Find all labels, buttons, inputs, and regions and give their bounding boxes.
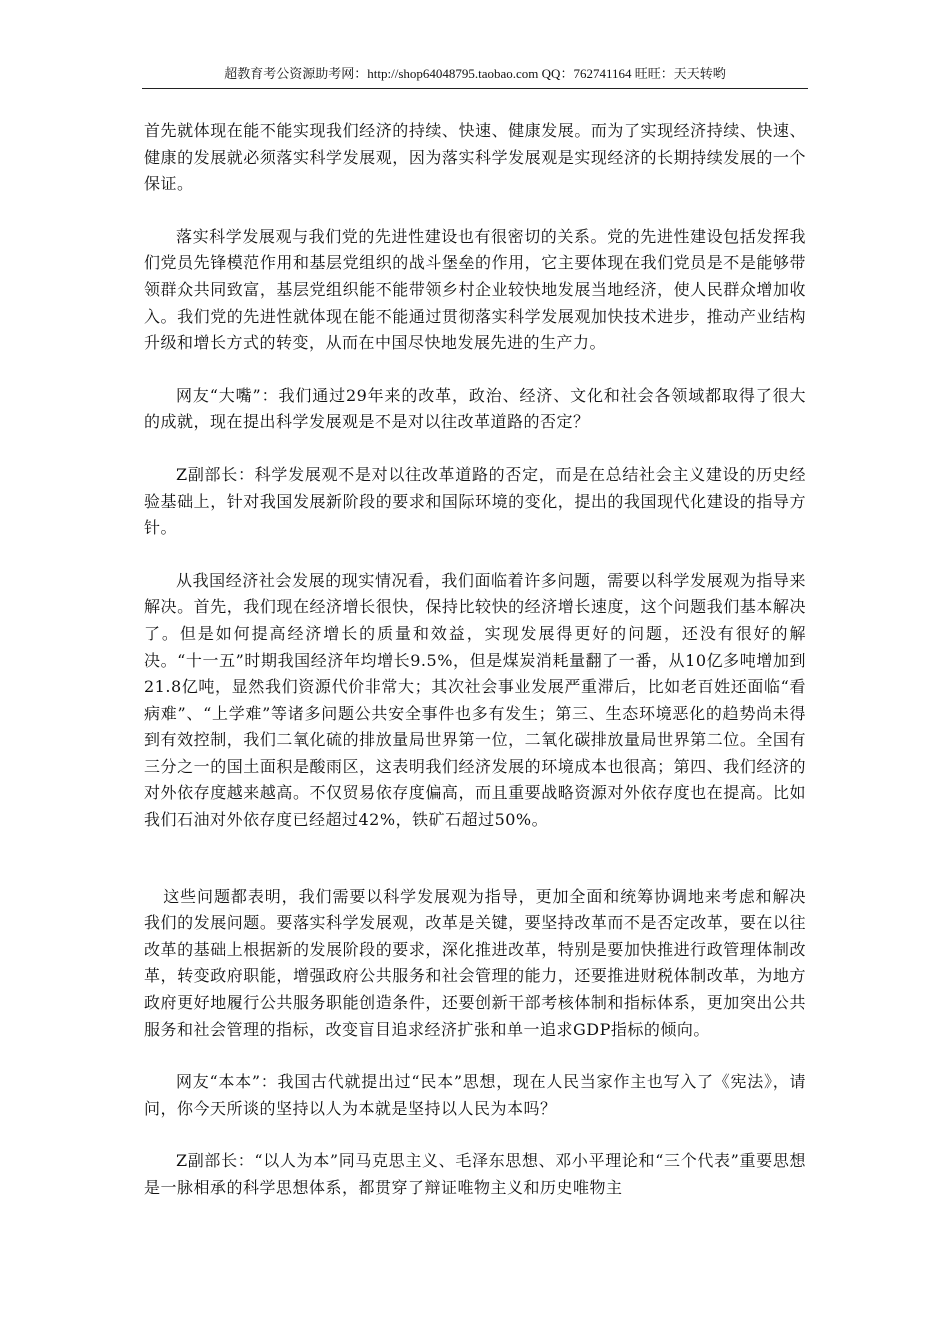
document-body bbox=[144, 118, 806, 1228]
paragraph: 从我国经济社会发展的现实情况看，我们面临着许多问题，需要以科学发展观为指导来解决。首先，我们现在经济增长很快，保持比较快的经济增长速度，这个问题我们基本解决了。但是如何提高经济增长的质量和效益，实现发展得更好的问题，还没有很好的解决。“十一五”时期我国经济年均增长9.5%，但是煤炭消耗量翻了一番，从10亿多吨增加到21.8亿吨，显然我们资源代价非常大；其次社会事业发展严重滞后，比如老百姓还面临“看病难”、“上学难”等诸多问题公共安全事件也多有发生；第三、生态环境恶化的趋势尚未得到有效控制，我们二氧化硫的排放量局世界第一位，二氧化碳排放量局世界第二位。全国有三分之一的国土面积是酸雨区，这表明我们经济发展的环境成本也很高；第四、我们经济的对外依存度越来越高。不仅贸易依存度偏高，而且重要战略资源对外依存度也在提高。比如我们石油对外依存度已经超过42%，铁矿石超过50%。 bbox=[144, 570, 806, 830]
header-divider bbox=[142, 88, 808, 89]
paragraph: Z副部长：“以人为本”同马克思主义、毛泽东思想、邓小平理论和“三个代表”重要思想是一脉相承的科学思想体系，都贯穿了辩证唯物主义和历史唯物主 bbox=[144, 1151, 806, 1197]
paragraph: 首先就体现在能不能实现我们经济的持续、快速、健康发展。而为了实现经济持续、快速、健康的发展就必须落实科学发展观，因为落实科学发展观是实现经济的长期持续发展的一个保证。 bbox=[144, 121, 806, 194]
paragraph: 这些问题都表明，我们需要以科学发展观为指导，更加全面和统筹协调地来考虑和解决我们的发展问题。要落实科学发展观，改革是关键，要坚持改革而不是否定改革，要在以往改革的基础上根据新的发展阶段的要求，深化推进改革，特别是要加快推进行政管理体制改革，转变政府职能，增强政府公共服务和社会管理的能力，还要推进财税体制改革，为地方政府更好地履行公共服务职能创造条件，还要创新干部考核体制和指标体系，更加突出公共服务和社会管理的指标，改变盲目追求经济扩张和单一追求GDP指标的倾向。 bbox=[144, 886, 806, 1039]
page-header: 超教育考公资源助考网：http://shop64048795.taobao.com QQ：762741164 旺旺：天天转哟 bbox=[224, 66, 726, 81]
paragraph: Z副部长：科学发展观不是对以往改革道路的否定，而是在总结社会主义建设的历史经验基础上，针对我国发展新阶段的要求和国际环境的变化，提出的我国现代化建设的指导方针。 bbox=[144, 464, 806, 538]
paragraph: 网友“本本”：我国古代就提出过“民本”思想，现在人民当家作主也写入了《宪法》，请问，你今天所谈的坚持以人为本就是坚持以人民为本吗？ bbox=[144, 1072, 806, 1118]
paragraph: 网友“大嘴”：我们通过29年来的改革，政治、经济、文化和社会各领域都取得了很大的成就，现在提出科学发展观是不是对以往改革道路的否定？ bbox=[144, 385, 806, 432]
paragraph: 落实科学发展观与我们党的先进性建设也有很密切的关系。党的先进性建设包括发挥我们党员先锋模范作用和基层党组织的战斗堡垒的作用，它主要体现在我们党员是不是能够带领群众共同致富，基层党组织能不能带领乡村企业较快地发展当地经济，使人民群众增加收入。我们党的先进性就体现在能不能通过贯彻落实科学发展观加快技术进步，推动产业结构升级和增长方式的转变，从而在中国尽快地发展先进的生产力。 bbox=[144, 226, 806, 353]
